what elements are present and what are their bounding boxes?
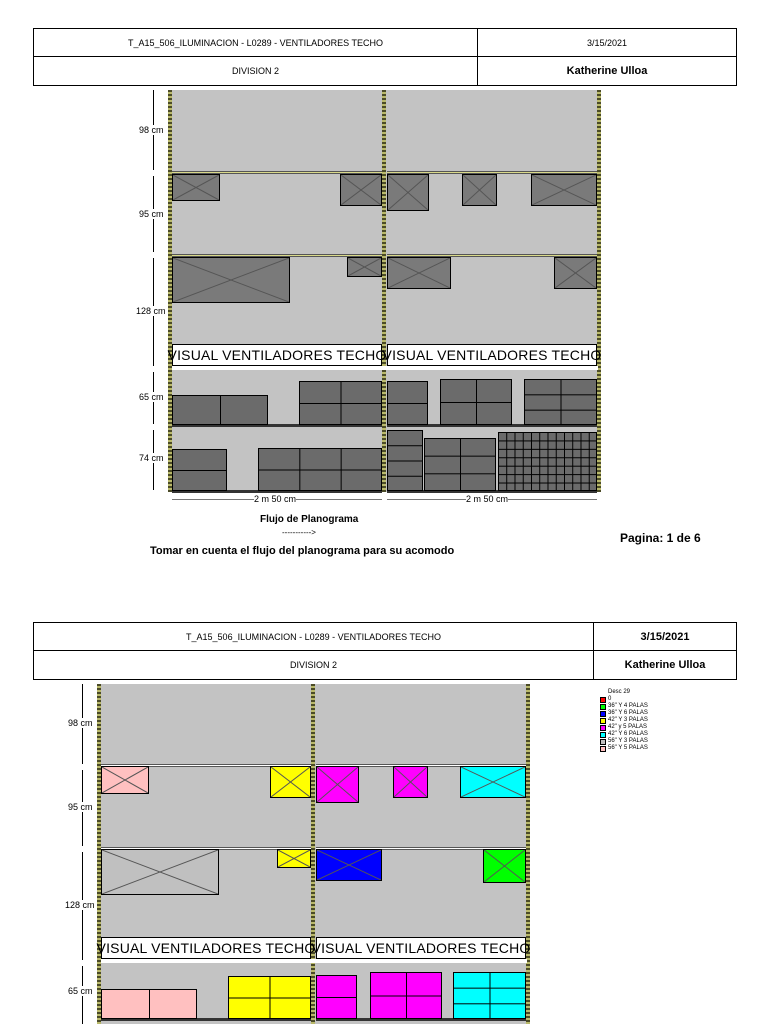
legend-label: 42" Y 6 PALAS [608, 731, 648, 737]
page-indicator: Pagina: 1 de 6 [620, 531, 701, 545]
header-person [477, 56, 737, 86]
dimension-label: 128 cm [136, 306, 166, 316]
width-label: 2 m 50 cm [254, 494, 297, 504]
visual-banner-text: VISUAL VENTILADORES TECHO [311, 940, 531, 956]
product-box [270, 766, 311, 798]
legend-label: 42" y 5 PALAS [608, 724, 648, 730]
upright-post [597, 90, 601, 492]
legend-items [600, 696, 648, 752]
product-box [101, 849, 219, 895]
flow-arrow: -----------> [282, 528, 316, 537]
visual-banner [96, 937, 316, 959]
product-stack [370, 972, 442, 1019]
header-title [33, 28, 478, 57]
flow-note: Tomar en cuenta el flujo del planograma para su acomodo [150, 545, 455, 557]
dimension-label: 65 cm [139, 392, 164, 402]
legend-swatch [600, 725, 606, 731]
dimension-label: 95 cm [139, 209, 164, 219]
dimension-label: 74 cm [139, 453, 164, 463]
header-title-text: T_A15_506_ILUMINACION - L0289 - VENTILADORES TECHO [186, 631, 441, 642]
legend-item [600, 696, 648, 703]
product-stack [228, 976, 311, 1019]
product-stack [440, 379, 512, 425]
visual-banner [311, 937, 531, 959]
product-stack [172, 449, 227, 491]
upright-post [526, 684, 530, 1024]
legend [600, 689, 648, 752]
header-date [477, 28, 737, 57]
product-box [387, 257, 451, 289]
product-box [554, 257, 597, 289]
product-stack [299, 381, 382, 425]
product-box [277, 849, 311, 868]
legend-item [600, 703, 648, 710]
dimension-label: 98 cm [139, 125, 164, 135]
legend-item [600, 738, 648, 745]
product-box [483, 849, 526, 883]
banner-gap [101, 959, 527, 963]
product-box [172, 257, 290, 303]
legend-item [600, 710, 648, 717]
product-box [531, 174, 597, 206]
legend-label: 0 [608, 696, 612, 702]
dimension-label: 128 cm [65, 900, 95, 910]
legend-item [600, 731, 648, 738]
header-date [593, 622, 737, 651]
legend-label: 36" Y 6 PALAS [608, 710, 648, 716]
header-division-text: DIVISION 2 [231, 66, 279, 76]
product-box [101, 766, 149, 794]
legend-label: 42" Y 3 PALAS [608, 717, 648, 723]
product-box [393, 766, 428, 798]
legend-label: 56" Y 3 PALAS [608, 738, 648, 744]
header-division [33, 650, 594, 680]
legend-swatch [600, 697, 606, 703]
legend-item [600, 724, 648, 731]
product-box [387, 174, 429, 211]
dimension-label: 98 cm [68, 718, 93, 728]
legend-swatch [600, 718, 606, 724]
flow-title: Flujo de Planograma [260, 514, 359, 525]
product-stack [387, 430, 423, 491]
product-box [347, 257, 382, 277]
product-box [316, 849, 382, 881]
product-stack [453, 972, 526, 1019]
header-date-text: 3/15/2021 [586, 37, 628, 48]
header-title [33, 622, 594, 651]
header-person-text: Katherine Ulloa [624, 659, 706, 671]
header-date-text: 3/15/2021 [640, 630, 690, 643]
header-person [593, 650, 737, 680]
product-stack [258, 448, 382, 491]
product-stack [387, 381, 428, 425]
legend-item [600, 745, 648, 752]
product-stack [424, 438, 496, 491]
product-box [172, 174, 220, 201]
header-person-text: Katherine Ulloa [566, 65, 648, 77]
product-box [460, 766, 526, 798]
visual-banner [382, 344, 602, 366]
visual-banner-text: VISUAL VENTILADORES TECHO [96, 940, 316, 956]
product-box [462, 174, 497, 206]
legend-swatch [600, 704, 606, 710]
width-label: 2 m 50 cm [466, 494, 509, 504]
legend-label: 36" Y 4 PALAS [608, 703, 648, 709]
banner-gap [172, 366, 598, 370]
legend-title: Desc 29 [608, 689, 631, 695]
legend-item [600, 717, 648, 724]
dimension-label: 65 cm [68, 986, 93, 996]
visual-banner-text: VISUAL VENTILADORES TECHO [382, 347, 602, 363]
legend-swatch [600, 711, 606, 717]
header-division [33, 56, 478, 86]
legend-swatch [600, 746, 606, 752]
dimension-label: 95 cm [68, 802, 93, 812]
product-stack [524, 379, 597, 425]
visual-banner-text: VISUAL VENTILADORES TECHO [167, 347, 387, 363]
product-box [316, 766, 359, 803]
upright-post [311, 684, 315, 1024]
upright-post [382, 90, 386, 492]
header-title-text: T_A15_506_ILUMINACION - L0289 - VENTILADORES TECHO [128, 37, 383, 48]
product-box [340, 174, 382, 206]
product-stack [316, 975, 357, 1019]
legend-label: 56" Y 5 PALAS [608, 745, 648, 751]
legend-swatch [600, 732, 606, 738]
header-division-text: DIVISION 2 [289, 660, 337, 670]
visual-banner [167, 344, 387, 366]
product-stack [101, 989, 197, 1019]
legend-swatch [600, 739, 606, 745]
product-stack [498, 432, 597, 491]
product-stack [172, 395, 268, 425]
